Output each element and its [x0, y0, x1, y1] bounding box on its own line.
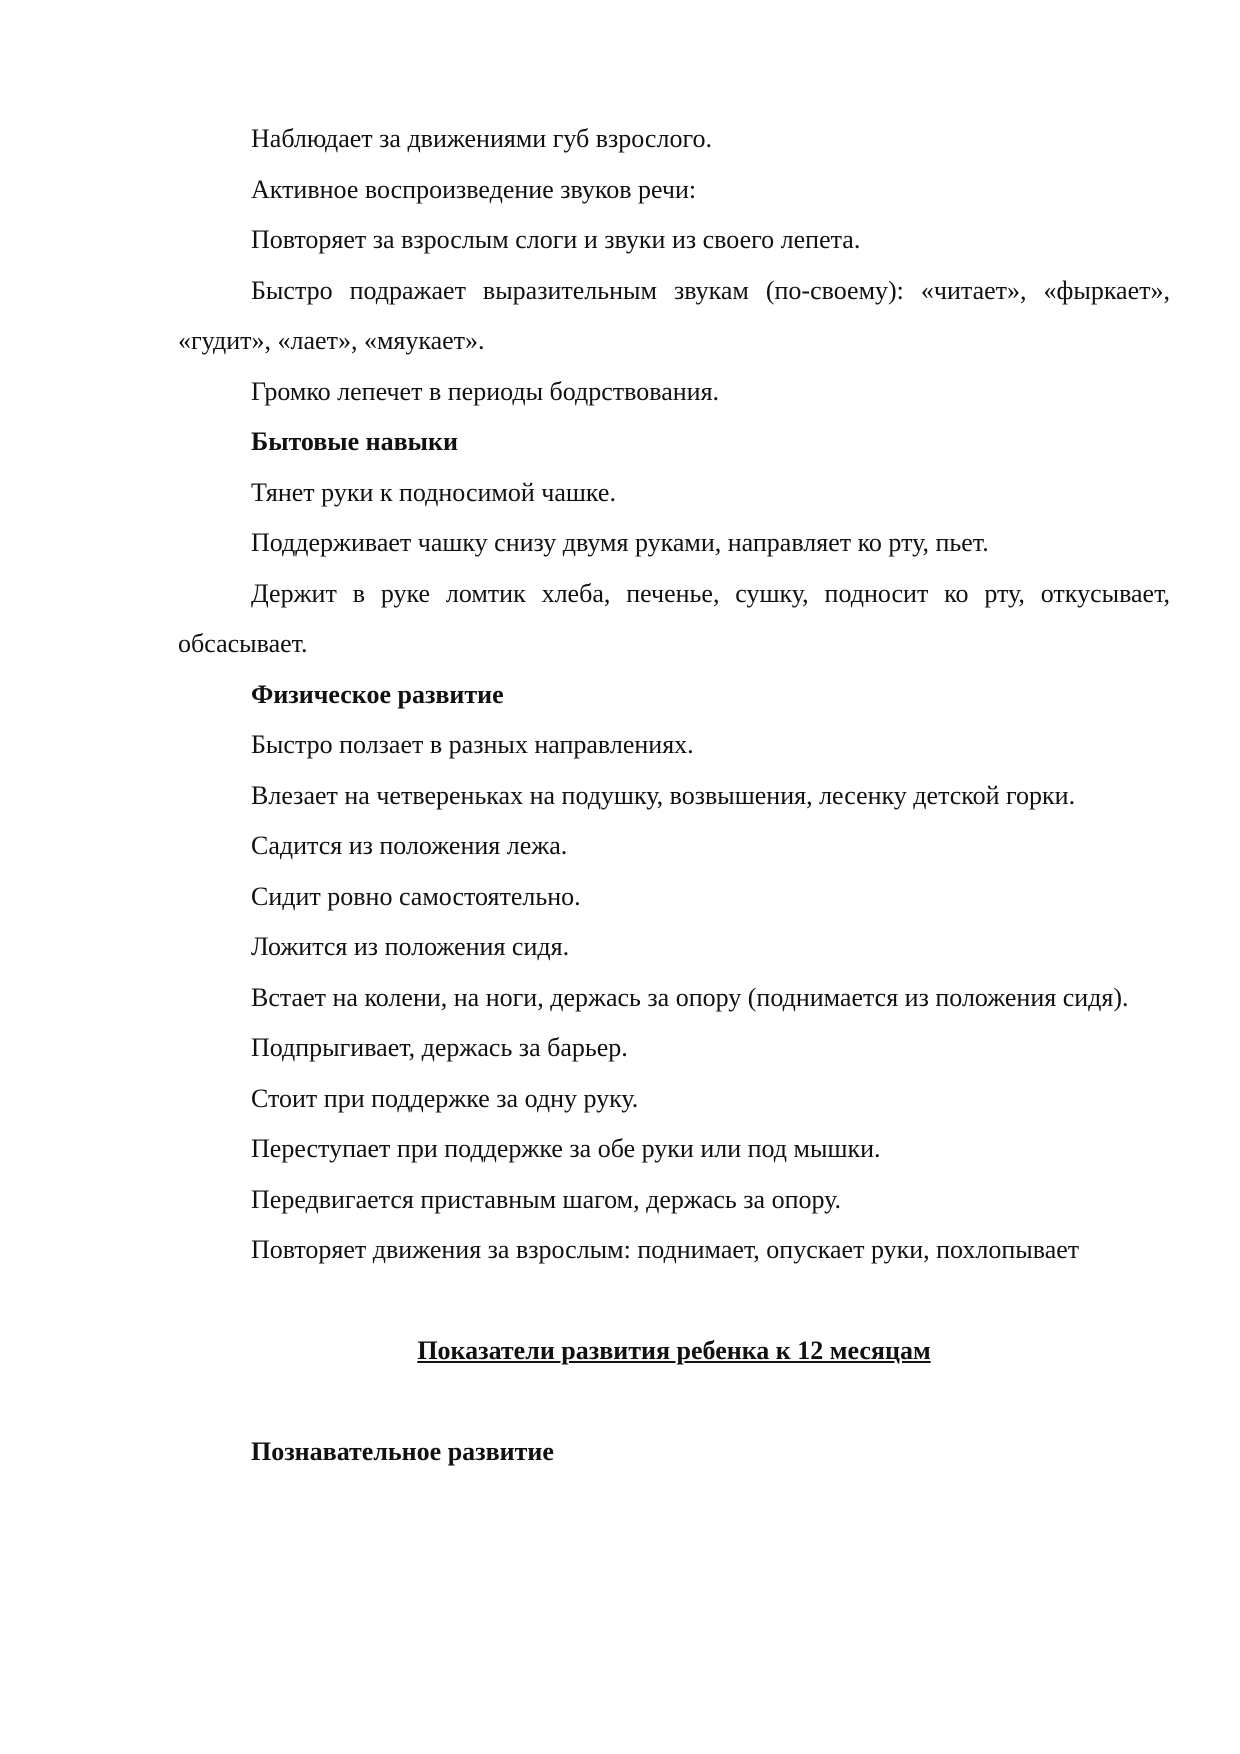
paragraph: Активное воспроизведение звуков речи: — [251, 174, 697, 204]
paragraph: Передвигается приставным шагом, держась за опору. — [251, 1184, 842, 1214]
section-title: Показатели развития ребенка к 12 месяцам — [417, 1336, 931, 1365]
paragraph: Быстро подражает выразительным звукам (по-своему): «читает», «фыркает», «гудит», «лает», «мяукает». — [178, 275, 1170, 355]
blank-line — [178, 1276, 1170, 1327]
paragraph: Повторяет за взрослым слоги и звуки из своего лепета. — [251, 225, 861, 254]
paragraph: Стоит при поддержке за одну руку. — [251, 1083, 639, 1113]
paragraph: Сидит ровно самостоятельно. — [251, 881, 581, 911]
paragraph: Быстро ползает в разных направлениях. — [251, 730, 694, 759]
heading-household-skills: Бытовые навыки — [251, 427, 458, 456]
blank-line — [178, 1377, 1170, 1428]
paragraph: Тянет руки к подносимой чашке. — [251, 477, 616, 507]
paragraph: Садится из положения лежа. — [251, 831, 568, 860]
document-body — [178, 114, 1170, 1478]
paragraph: Влезает на четвереньках на подушку, возвышения, лесенку детской горки. — [251, 780, 1076, 810]
paragraph: Подпрыгивает, держась за барьер. — [251, 1033, 628, 1062]
heading-cognitive-development: Познавательное развитие — [251, 1437, 554, 1466]
paragraph: Держит в руке ломтик хлеба, печенье, сушку, подносит ко рту, откусывает, обсасывает. — [178, 578, 1170, 658]
paragraph: Повторяет движения за взрослым: поднимает, опускает руки, похлопывает — [251, 1235, 1080, 1264]
paragraph: Встает на колени, на ноги, держась за опору (поднимается из положения сидя). — [251, 982, 1129, 1012]
paragraph: Ложится из положения сидя. — [251, 932, 570, 961]
paragraph: Переступает при поддержке за обе руки или под мышки. — [251, 1134, 881, 1163]
heading-physical-development: Физическое развитие — [251, 679, 504, 709]
paragraph: Наблюдает за движениями губ взрослого. — [251, 124, 712, 153]
paragraph: Громко лепечет в периоды бодрствования. — [251, 376, 720, 406]
paragraph: Поддерживает чашку снизу двумя руками, направляет ко рту, пьет. — [251, 528, 989, 557]
